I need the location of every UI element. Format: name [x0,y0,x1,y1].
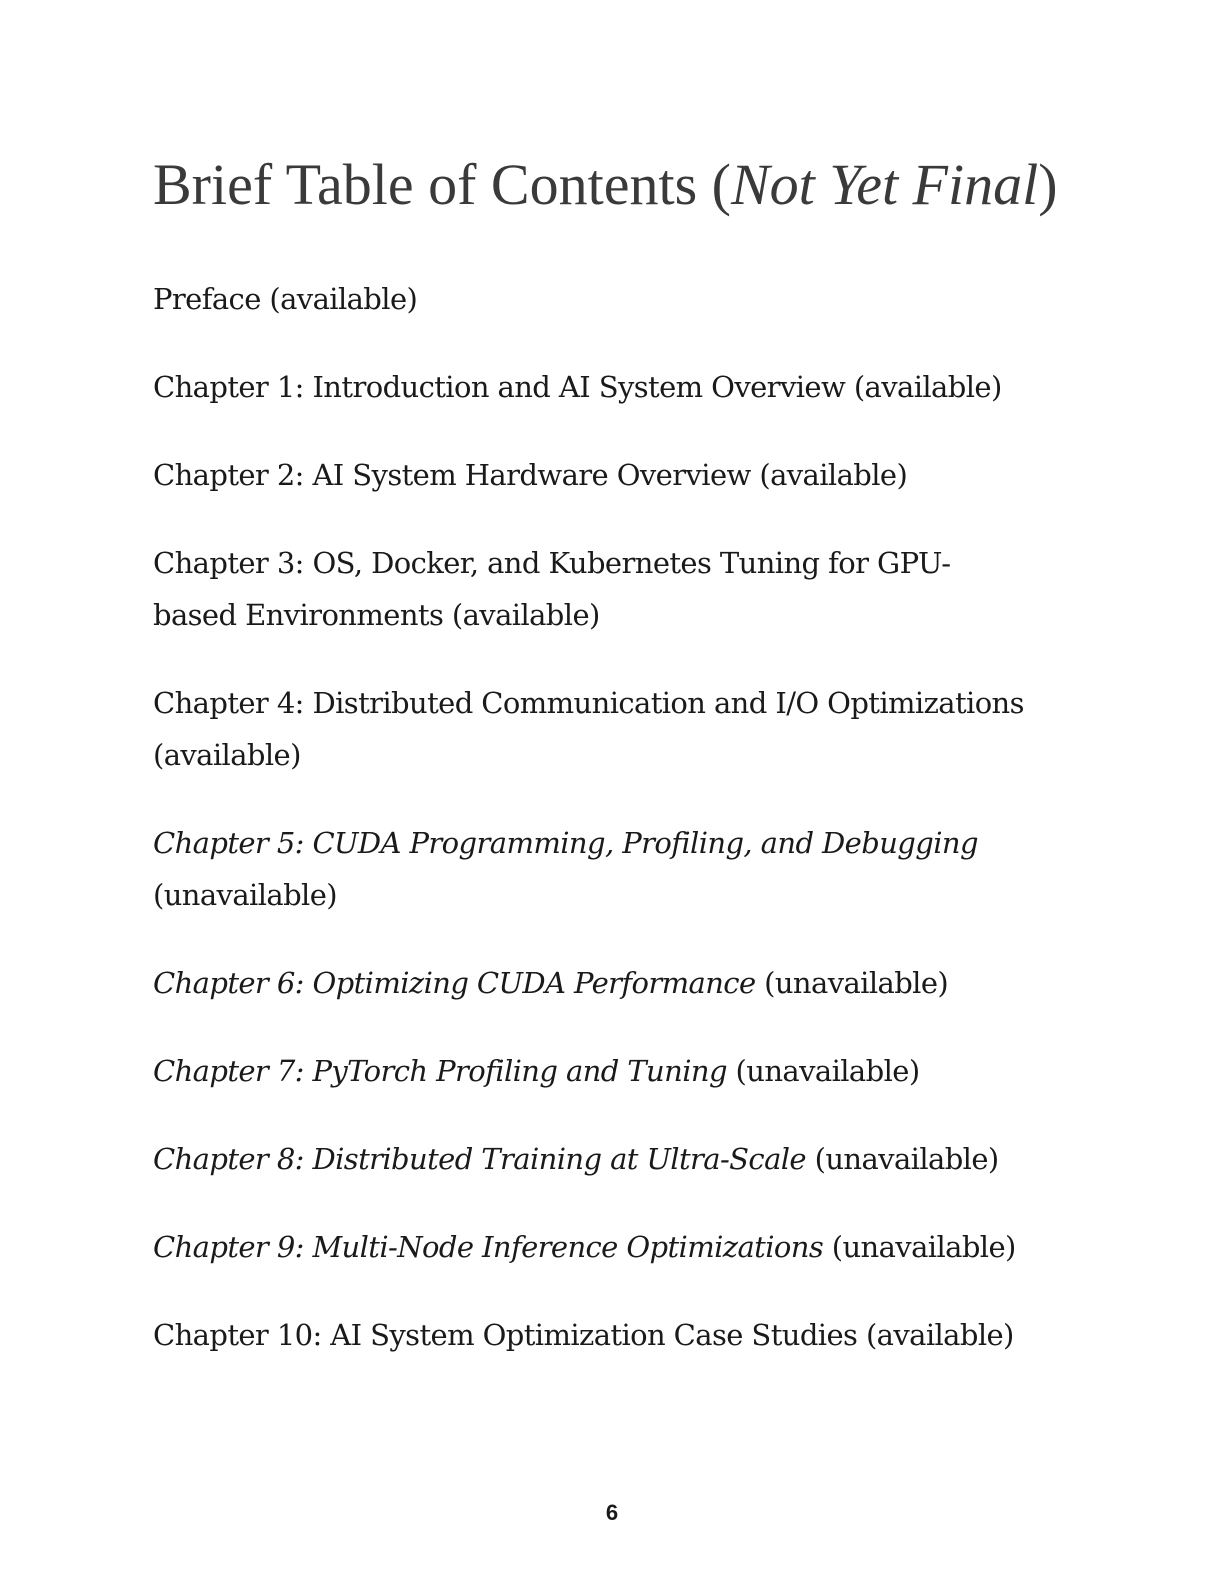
toc-entry-status: (available) [451,598,600,632]
toc-entry-chapter-6 [153,957,1033,1009]
toc-entry-chapter-5 [153,817,1033,921]
toc-entry-chapter-9 [153,1221,1033,1273]
toc-entry-title: Chapter 9: Multi-Node Inference Optimizations [153,1230,824,1264]
toc-entry-title: Chapter 5: CUDA Programming, Profiling, and Debugging [153,826,978,860]
toc-entry-title: Chapter 1: Introduction and AI System Overview [153,370,846,404]
toc-entry-title: Chapter 4: Distributed Communication and I/O Optimizations [153,686,1024,720]
toc-entry-chapter-1 [153,361,1033,413]
toc-entry-chapter-8 [153,1133,1033,1185]
toc-entry-status: (available) [759,458,908,492]
toc-entry-status: (available) [865,1318,1014,1352]
toc-entry-title: Chapter 8: Distributed Training at Ultra-Scale [153,1142,806,1176]
toc-entry-chapter-2 [153,449,1033,501]
toc-entry-preface [153,273,1033,325]
toc-entry-status: (available) [853,370,1002,404]
toc-entry-status: (unavailable) [735,1054,920,1088]
page-title [153,150,1058,220]
toc-entry-status: (available) [269,282,418,316]
toc-entry-chapter-7 [153,1045,1033,1097]
toc-entry-chapter-4 [153,677,1033,781]
page-title-qualifier: Not Yet Final [730,152,1039,217]
toc-entry-chapter-10 [153,1309,1033,1361]
toc-list [153,273,1033,1397]
page-title-close: ) [1038,152,1058,217]
toc-entry-title: Chapter 10: AI System Optimization Case Studies [153,1318,858,1352]
toc-entry-chapter-3 [153,537,1033,641]
toc-entry-status: (unavailable) [814,1142,999,1176]
page-title-main: Brief Table of Contents ( [153,152,731,217]
toc-entry-status: (unavailable) [153,878,337,912]
toc-entry-title: Chapter 2: AI System Hardware Overview [153,458,751,492]
toc-entry-title: Chapter 3: OS, Docker, and Kubernetes Tuning for GPU-based Environments [153,546,951,632]
toc-entry-title: Chapter 7: PyTorch Profiling and Tuning [153,1054,727,1088]
page-number: 6 [605,1500,619,1525]
toc-entry-status: (available) [153,738,301,772]
toc-entry-status: (unavailable) [831,1230,1016,1264]
toc-entry-title: Chapter 6: Optimizing CUDA Performance [153,966,756,1000]
toc-entry-title: Preface [153,282,261,316]
toc-entry-status: (unavailable) [764,966,949,1000]
